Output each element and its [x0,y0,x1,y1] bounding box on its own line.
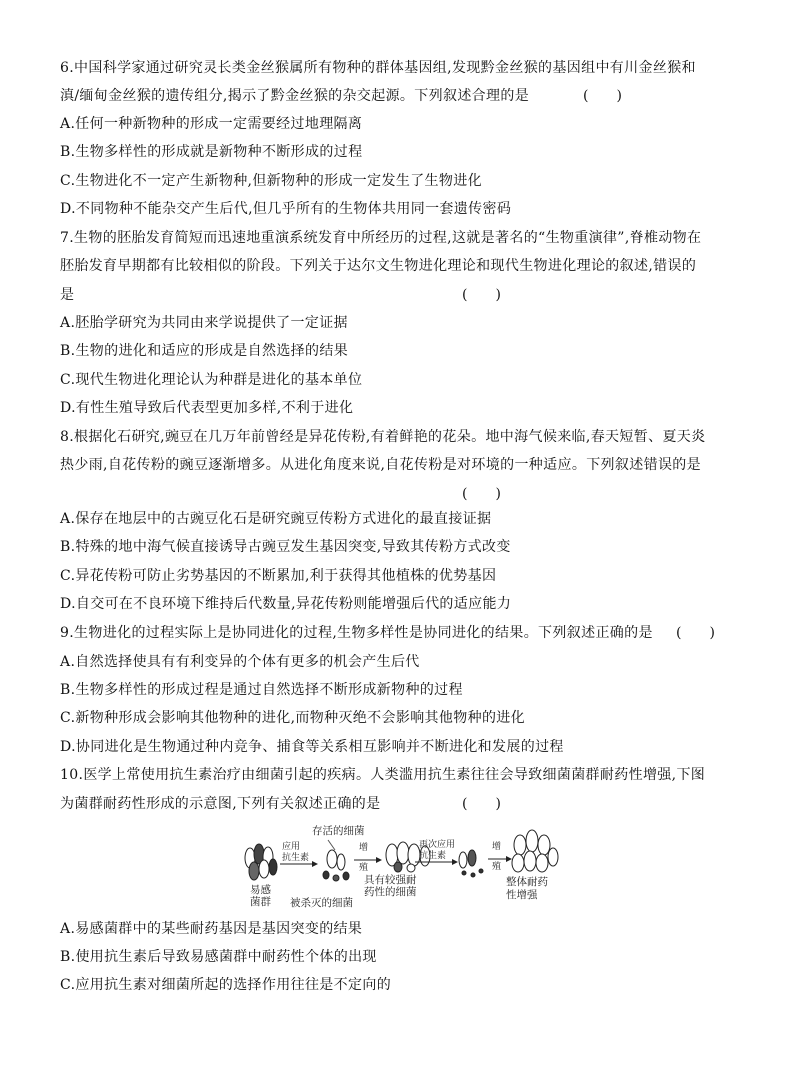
q7-option-b[interactable]: B.生物的进化和适应的形成是自然选择的结果 [60,343,349,359]
susceptible-label-1: 易感 [250,884,271,896]
susceptible-label-2: 菌群 [250,896,271,908]
q7-stem-line-2: 胚胎发育早期都有比较相似的阶段。下列关于达尔文生物进化理论和现代生物进化理论的叙述,错误的 [60,258,697,274]
q10-stem-line-2: 为菌群耐药性形成的示意图,下列有关叙述正确的是 [60,796,381,812]
killed-bacteria-label: 被杀灭的细菌 [290,897,353,909]
q9-stem-line-1: 9.生物进化的过程实际上是协同进化的过程,生物多样性是协同进化的结果。下列叙述正确的是 [60,625,653,641]
q7-option-d[interactable]: D.有性生殖导致后代表型更加多样,不利于进化 [60,400,354,416]
arrow-2-head-icon [376,857,382,863]
apply-antibiotic-label-1: 应用 [282,842,301,852]
overall-label-1: 整体耐药 [506,876,548,888]
q10-option-a[interactable]: A.易感菌群中的某些耐药基因是基因突变的结果 [60,921,363,937]
q8-option-d[interactable]: D.自交可在不良环境下维持后代数量,异花传粉则能增强后代的适应能力 [60,596,512,612]
q6-answer-paren[interactable]: ( ) [583,88,622,104]
surviving-resistant-cluster [459,850,483,877]
resistant-label-1: 具有较强耐 [364,874,417,886]
proliferate-label-2: 殖 [359,863,369,873]
q7-answer-paren[interactable]: ( ) [462,287,501,303]
susceptible-bacteria-cluster [245,844,277,880]
q7-option-c[interactable]: C.现代生物进化理论认为种群是进化的基本单位 [60,372,363,388]
q10-option-c[interactable]: C.应用抗生素对细菌所起的选择作用往往是不定向的 [60,977,392,993]
resistant-population-cluster [512,830,558,872]
proliferate-label-1: 增 [359,843,369,853]
q6-option-d[interactable]: D.不同物种不能杂交产生后代,但几乎所有的生物体共用同一套遗传密码 [60,201,512,217]
resistant-label-2: 药性的细菌 [364,886,417,898]
q9-option-d[interactable]: D.协同进化是生物通过种内竞争、捕食等关系相互影响并不断进化和发展的过程 [60,739,564,755]
q9-option-a[interactable]: A.自然选择使具有有利变异的个体有更多的机会产生后代 [60,654,420,670]
overall-label-2: 性增强 [506,889,538,901]
q9-option-b[interactable]: B.生物多样性的形成过程是通过自然选择不断形成新物种的过程 [60,682,463,698]
q6-option-c[interactable]: C.生物进化不一定产生新物种,但新物种的形成一定发生了生物进化 [60,173,482,189]
q8-answer-paren[interactable]: ( ) [462,486,501,502]
arrow-3-head-icon [452,859,458,865]
q6-stem-line-1: 6.中国科学家通过研究灵长类金丝猴属所有物种的群体基因组,发现黔金丝猴的基因组中有川金丝猴和 [60,60,696,76]
proliferate-again-label-1: 增 [492,842,502,852]
q6-option-b[interactable]: B.生物多样性的形成就是新物种不断形成的过程 [60,144,363,160]
q7-option-a[interactable]: A.胚胎学研究为共同由来学说提供了一定证据 [60,315,348,331]
q8-option-a[interactable]: A.保存在地层中的古豌豆化石是研究豌豆传粉方式进化的最直接证据 [60,511,492,527]
arrow-4-head-icon [506,856,512,862]
proliferate-again-label-2: 殖 [492,862,502,872]
arrow-1-head-icon [312,861,318,867]
reapply-antibiotic-label-1: 再次应用 [419,840,456,850]
q9-option-c[interactable]: C.新物种形成会影响其他物种的进化,而物种灭绝不会影响其他物种的进化 [60,710,526,726]
q8-option-c[interactable]: C.异花传粉可防止劣势基因的不断累加,利于获得其他植株的优势基因 [60,568,497,584]
q8-stem-line-2: 热少雨,自花传粉的豌豆逐渐增多。从进化角度来说,自花传粉是对环境的一种适应。下列叙述错误的是 [60,457,701,473]
surviving-bacteria-cluster [323,840,349,881]
q7-stem-line-3: 是 [60,287,75,303]
q10-stem-line-1: 10.医学上常使用抗生素治疗由细菌引起的疾病。人类滥用抗生素往往会导致细菌菌群耐药性增强,下图 [60,767,706,783]
q10-answer-paren[interactable]: ( ) [462,796,501,812]
q10-option-b[interactable]: B.使用抗生素后导致易感菌群中耐药性个体的出现 [60,949,377,965]
q8-stem-line-1: 8.根据化石研究,豌豆在几万年前曾经是异花传粉,有着鲜艳的花朵。地中海气候来临,春天短暂、夏天炎 [60,429,706,445]
surviving-bacteria-label: 存活的细菌 [312,825,365,837]
q6-stem-line-2: 滇/缅甸金丝猴的遗传组分,揭示了黔金丝猴的杂交起源。下列叙述合理的是 [60,88,530,104]
q9-answer-paren[interactable]: ( ) [676,625,715,641]
q7-stem-line-1: 7.生物的胚胎发育简短而迅速地重演系统发育中所经历的过程,这就是著名的“生物重演律”,脊椎动物在 [60,230,702,246]
q8-option-b[interactable]: B.特殊的地中海气候直接诱导古豌豆发生基因突变,导致其传粉方式改变 [60,539,511,555]
antibiotic-resistance-diagram [240,823,565,911]
apply-antibiotic-label-2: 抗生素 [282,853,310,863]
q6-option-a[interactable]: A.任何一种新物种的形成一定需要经过地理隔离 [60,116,363,132]
reapply-antibiotic-label-2: 抗生素 [419,851,447,861]
